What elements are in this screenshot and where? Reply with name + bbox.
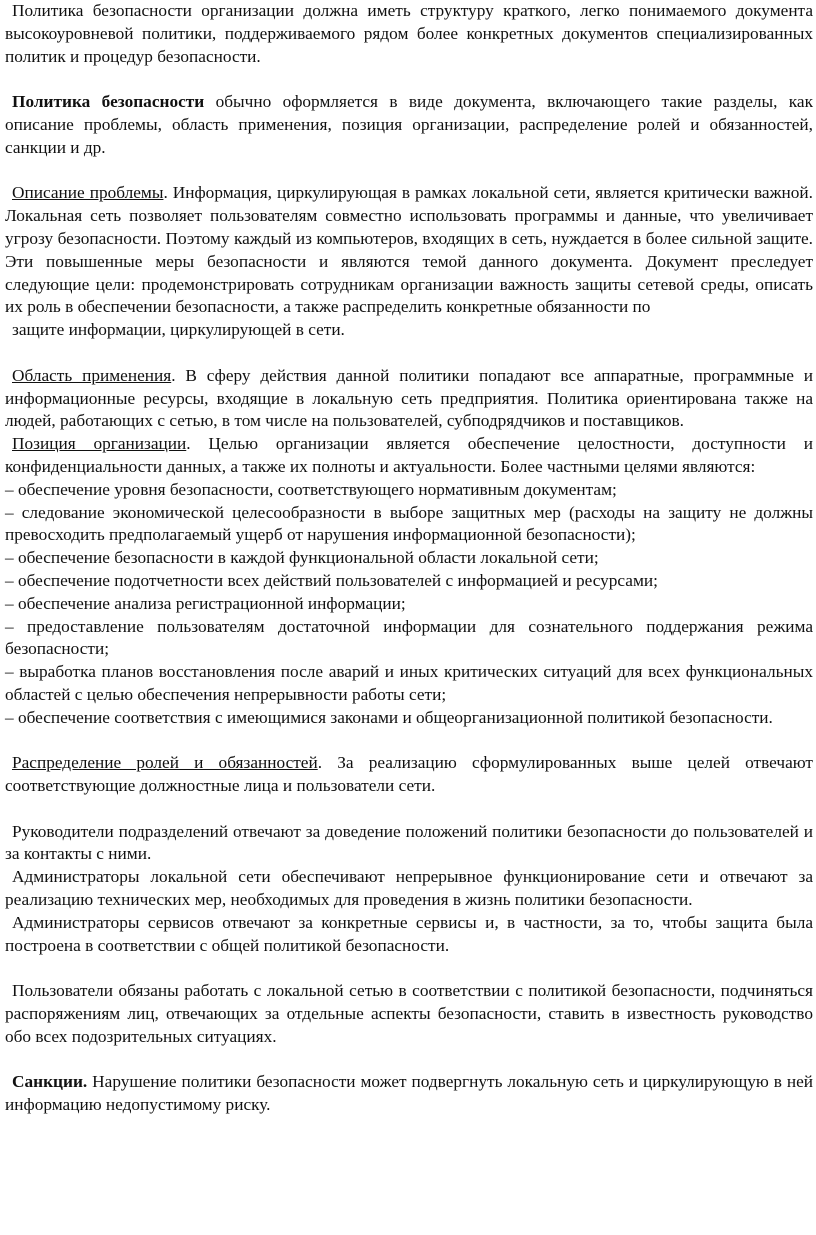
paragraph-gap <box>5 160 813 183</box>
position-heading: Позиция организации <box>12 434 187 454</box>
problem-text: . Информация, циркулирующая в рамках локальной сети, является критически важной. Локальная сеть позволяет пользователям совместно использовать программы и данные, что увеличивает угрозу безопасности. Поэтому каждый из компьютеров, входящих в сеть, нуждается в более сильной защите. Эти повышенные меры безопасности и являются темой данного документа. Документ преследует следующие цели: продемонстрировать сотрудникам организации важность защиты сетевой среды, описать их роль в обеспечении безопасности, а также распределить конкретные обязанности по <box>5 183 813 317</box>
net-admins-paragraph: Администраторы локальной сети обеспечивают непрерывное функционирование сети и отвечают за реализацию технических мер, необходимых для проведения в жизнь политики безопасности. <box>5 867 813 910</box>
svc-admins-paragraph: Администраторы сервисов отвечают за конкретные сервисы и, в частности, за то, чтобы защита была построена в соответствии с общей политикой безопасности. <box>5 912 813 955</box>
paragraph-gap <box>5 68 813 91</box>
goal-item: – обеспечение безопасности в каждой функциональной области локальной сети; <box>5 548 599 568</box>
goal-item: – предоставление пользователям достаточной информации для сознательного поддержания режима безопасности; <box>5 616 813 659</box>
goal-item: – обеспечение анализа регистрационной информации; <box>5 593 406 613</box>
managers-paragraph: Руководители подразделений отвечают за доведение положений политики безопасности до пользователей и за контакты с ними. <box>5 821 813 864</box>
position-text: . Целью организации является обеспечение целостности, доступности и конфиденциальности данных, а также их полноты и актуальности. Более частными целями являются: <box>5 434 813 476</box>
goal-item: – обеспечение соответствия с имеющимися законами и общеорганизационной политикой безопасности. <box>5 707 773 727</box>
sanctions-text: Нарушение политики безопасности может подвергнуть локальную сеть и циркулирующую в ней информацию недопустимому риску. <box>5 1072 813 1115</box>
sanctions-paragraph <box>5 1071 813 1117</box>
problem-paragraph <box>5 182 813 319</box>
scope-text: . В сферу действия данной политики попадают все аппаратные, программные и информационные ресурсы, входящие в локальную сеть предприятия. Политика ориентирована также на людей, работающих с сетью, в том числе на пользователей, субподрядчиков и поставщиков. <box>5 365 813 431</box>
goal-item: – обеспечение подотчетности всех действий пользователей с информацией и ресурсами; <box>5 570 658 590</box>
roles-heading: Распределение ролей и обязанностей <box>12 753 318 773</box>
problem-tail: защите информации, циркулирующей в сети. <box>12 320 345 340</box>
paragraph-gap <box>5 342 813 365</box>
policy-text: обычно оформляется в виде документа, включающего такие разделы, как описание проблемы, область применения, позиция организации, распределение ролей и обязанностей, санкции и др. <box>5 92 813 157</box>
policy-paragraph <box>5 91 813 159</box>
goal-item: – выработка планов восстановления после аварий и иных критических ситуаций для всех функциональных областей с целью обеспечения непрерывности работы сети; <box>5 662 813 704</box>
policy-term: Политика безопасности <box>12 92 205 112</box>
scope-heading: Область применения <box>12 365 172 385</box>
roles-text: . За реализацию сформулированных выше целей отвечают соответствующие должностные лица и пользователи сети. <box>5 753 813 796</box>
paragraph-gap <box>5 1049 813 1072</box>
problem-heading: Описание проблемы <box>12 183 164 203</box>
sanctions-heading: Санкции. <box>12 1072 88 1092</box>
roles-paragraph <box>5 752 813 798</box>
scope-paragraph <box>5 365 813 433</box>
paragraph-gap <box>5 957 813 980</box>
paragraph-gap <box>5 730 813 753</box>
goal-item: – следование экономической целесообразности в выборе защитных мер (расходы на защиту не должны превосходить предполагаемый ущерб от нарушения информационной безопасности); <box>5 502 813 545</box>
paragraph-gap <box>5 798 813 821</box>
position-paragraph <box>5 433 813 479</box>
goal-item: – обеспечение уровня безопасности, соответствующего нормативным документам; <box>5 479 617 499</box>
users-paragraph: Пользователи обязаны работать с локальной сетью в соответствии с политикой безопасности, подчиняться распоряжениям лиц, отвечающих за отдельные аспекты безопасности, ставить в известность руководство обо всех подозрительных ситуациях. <box>5 981 813 1046</box>
intro-paragraph: Политика безопасности организации должна иметь структуру краткого, легко понимаемого документа высокоуровневой политики, поддерживаемого рядом более конкретных документов специализированных политик и процедур безопасности. <box>5 1 813 66</box>
